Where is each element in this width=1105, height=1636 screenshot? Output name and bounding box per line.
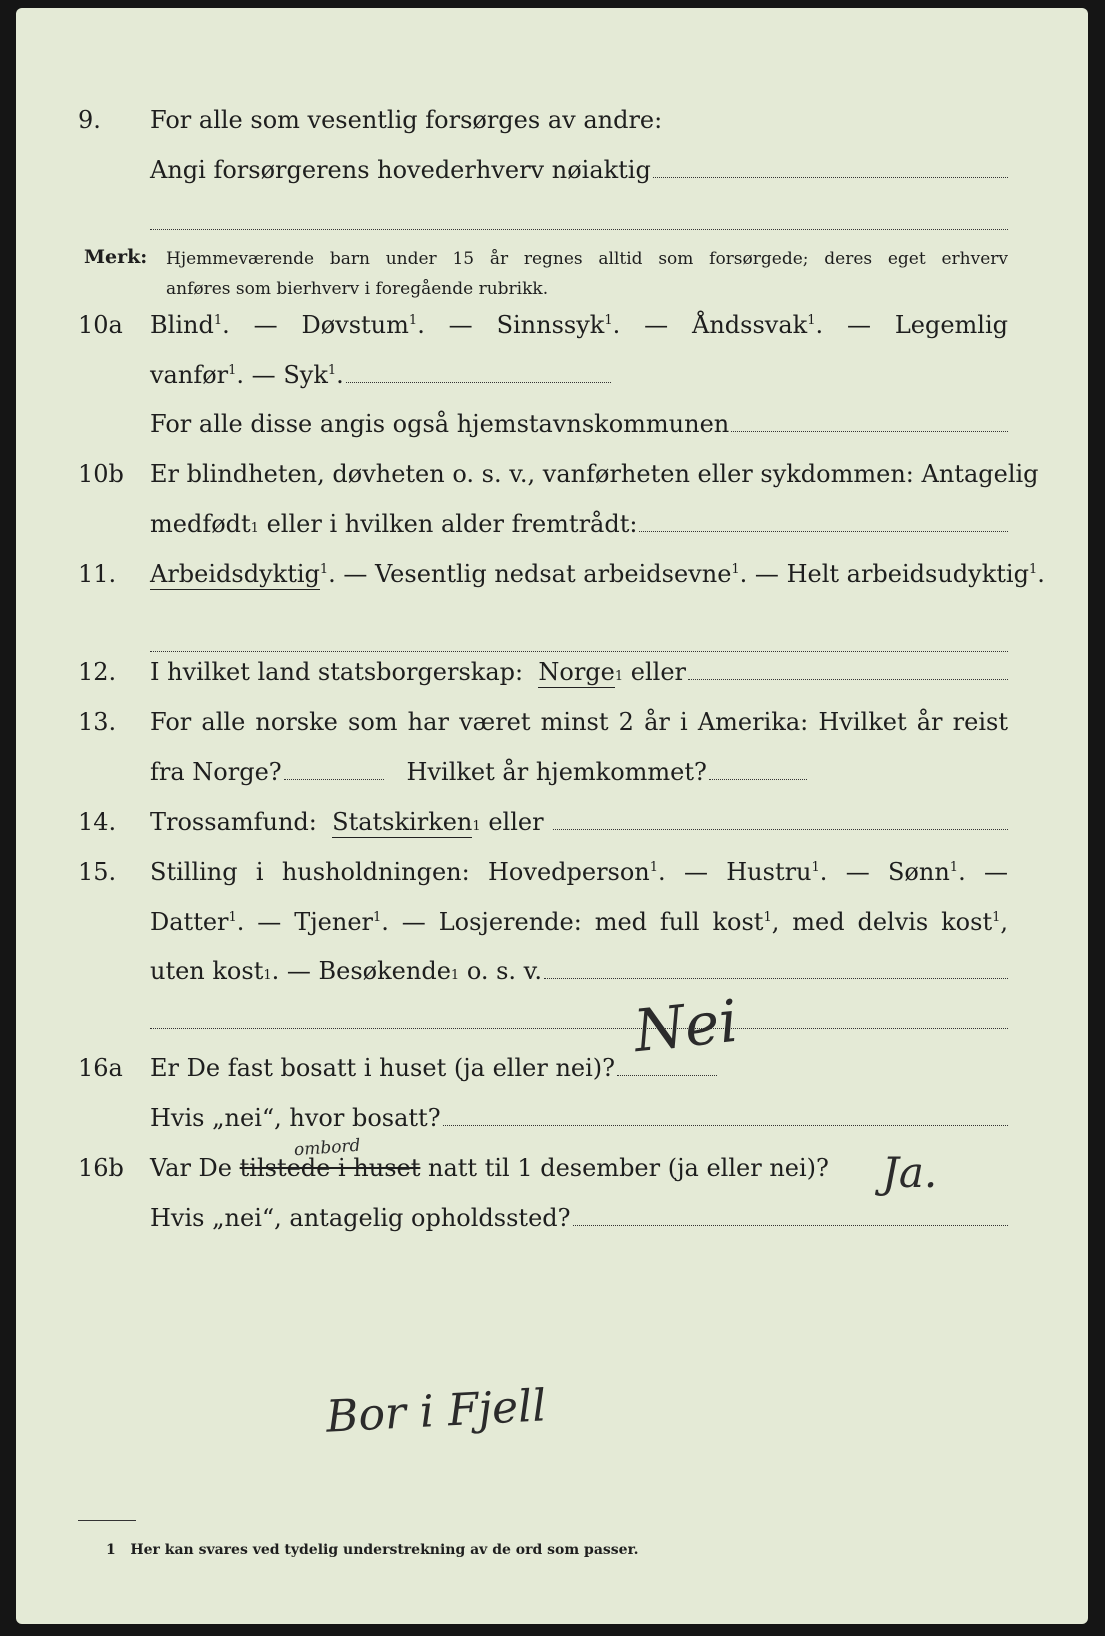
q10a-line2: vanfør$^1$. — Syk$^1$. <box>150 361 611 389</box>
merk-note <box>166 244 1008 304</box>
q15-line1: Stilling i husholdningen: Hovedperson$^1$. — Hustru$^1$. — Sønn$^1$. — <box>150 858 1008 886</box>
handwritten-ja: Ja. <box>882 1148 938 1197</box>
q9-answer-line[interactable] <box>653 177 1008 178</box>
option-hovedperson[interactable]: Hovedperson <box>488 858 650 886</box>
q15-line3: uten kost 1 . — Besøkende 1 o. s. v. <box>150 957 1008 985</box>
option-losjerende-full-kost[interactable]: Losjerende: med full kost <box>438 908 764 936</box>
q10b-line2: medfødt 1 eller i hvilken alder fremtrådt: <box>150 510 1008 538</box>
q14-question: Trossamfund: Statskirken 1 eller <box>150 808 1008 838</box>
option-uten-kost[interactable]: uten kost <box>150 957 264 985</box>
option-sinnssyk[interactable]: Sinnssyk <box>496 311 605 339</box>
option-legemlig[interactable]: Legemlig <box>894 311 1009 339</box>
q11-options: Arbeidsdyktig$^1$. — Vesentlig nedsat arbeidsevne$^1$. — Helt arbeidsudyktig$^1$. <box>150 560 1045 588</box>
option-hustru[interactable]: Hustru <box>726 858 812 886</box>
q16a-bosatt-label: Hvis „nei“, hvor bosatt? <box>150 1104 441 1132</box>
handwritten-ombord: ombord <box>293 1135 362 1161</box>
handwritten-nei: Nei <box>630 986 741 1066</box>
q10b-question: Er blindheten, døvheten o. s. v., vanførheten eller sykdommen: Antagelig <box>150 460 1039 488</box>
q13-hjemkommet-label: Hvilket år hjemkommet? <box>406 758 707 786</box>
q10a-options: Blind$^1$. — Døvstum$^1$. — Sinnssyk$^1$. — Åndssvak$^1$. — Legemlig <box>150 311 1009 339</box>
q14-eller: eller <box>488 808 544 836</box>
q16b-struck-text: tilstede i huset <box>239 1154 421 1182</box>
option-arbeidsdyktig[interactable]: Arbeidsdyktig <box>150 560 320 588</box>
q10b-number: 10b <box>78 460 124 488</box>
q14-answer-line[interactable] <box>553 829 1008 830</box>
merk-label: Merk: <box>84 246 148 268</box>
option-vanfor[interactable]: vanfør <box>150 361 229 389</box>
option-tjener[interactable]: Tjener <box>294 908 373 936</box>
q14-number: 14. <box>78 808 117 836</box>
q16b-rest: natt til 1 desember (ja eller nei)? <box>428 1154 829 1182</box>
q9-number: 9. <box>78 106 101 134</box>
q15-answer-line[interactable] <box>544 978 1008 979</box>
q16b-question <box>150 1154 829 1182</box>
q12-label: I hvilket land statsborgerskap: <box>150 658 524 686</box>
q15-label: Stilling i husholdningen: <box>150 858 470 886</box>
q16b-var-de: Var De <box>150 1154 232 1182</box>
handwritten-bor-i-fjell: Bor i Fjell <box>324 1380 548 1443</box>
q10a-hjemstavn-field <box>150 410 1008 438</box>
q16b-opholdssted-answer-line[interactable] <box>573 1225 1008 1226</box>
q9-occupation-label: Angi forsørgerens hovederhverv nøiaktig <box>150 156 651 184</box>
q16b-opholdssted-label: Hvis „nei“, antagelig opholdssted? <box>150 1204 571 1232</box>
q14-label: Trossamfund: <box>150 808 317 836</box>
option-besokende[interactable]: Besøkende <box>318 957 451 985</box>
q13-reist-label: fra Norge? <box>150 758 282 786</box>
merk-note-line2: anføres som bierhverv i foregående rubrikk. <box>166 279 549 299</box>
q10a-hjemstavn-label: For alle disse angis også hjemstavnskommunen <box>150 410 730 438</box>
option-nedsat-arbeidsevne[interactable]: Vesentlig nedsat arbeidsevne <box>375 560 732 588</box>
q11-number: 11. <box>78 560 117 588</box>
q13-line2 <box>150 758 807 786</box>
q12-number: 12. <box>78 658 117 686</box>
option-sonn[interactable]: Sønn <box>887 858 950 886</box>
q13-reist-answer-line[interactable] <box>284 779 384 780</box>
q9-occupation-field <box>150 156 1008 184</box>
q13-question: For alle norske som har været minst 2 år i Amerika: Hvilket år reist <box>150 708 1008 736</box>
q13-hjemkommet-answer-line[interactable] <box>709 779 807 780</box>
q16a-number: 16a <box>78 1054 123 1082</box>
q12-question: I hvilket land statsborgerskap: Norge 1 eller <box>150 658 1008 688</box>
q10a-hjemstavn-answer-line[interactable] <box>731 431 1008 432</box>
option-andssvak[interactable]: Åndssvak <box>691 311 808 339</box>
q10b-answer-line[interactable] <box>639 531 1008 532</box>
census-form-page <box>16 8 1088 1624</box>
q16b-number: 16b <box>78 1154 124 1182</box>
option-arbeidsudyktig[interactable]: Helt arbeidsudyktig <box>786 560 1029 588</box>
q13-number: 13. <box>78 708 117 736</box>
footnote-rule <box>78 1520 136 1521</box>
option-datter[interactable]: Datter <box>150 908 229 936</box>
q12-eller: eller <box>630 658 687 686</box>
q15-number: 15. <box>78 858 117 886</box>
merk-note-line1: Hjemmeværende barn under 15 år regnes alltid som forsørgede; deres eget erhverv <box>166 249 1008 269</box>
q12-answer-line[interactable] <box>688 679 1008 680</box>
option-syk[interactable]: Syk <box>283 361 328 389</box>
q10a-syk-answer-line[interactable] <box>346 382 611 383</box>
q11-extra-line[interactable] <box>150 651 1008 652</box>
footnote-mark: 1 <box>106 1542 116 1558</box>
q16a-bosatt-answer-line[interactable] <box>443 1125 1008 1126</box>
option-blind[interactable]: Blind <box>150 311 214 339</box>
q15-osv: o. s. v. <box>466 957 543 985</box>
footnote <box>106 1542 639 1558</box>
footnote-text: Her kan svares ved tydelig understrekning av de ord som passer. <box>130 1542 639 1558</box>
q16a-answer-line[interactable] <box>617 1075 717 1076</box>
q15-line2: Datter$^1$. — Tjener$^1$. — Losjerende: med full kost$^1$, med delvis kost$^1$, <box>150 908 1009 936</box>
q9-question: For alle som vesentlig forsørges av andre: <box>150 106 663 134</box>
option-norge[interactable]: Norge <box>538 658 615 686</box>
q10b-line2-text: eller i hvilken alder fremtrådt: <box>266 510 638 538</box>
option-dovstum[interactable]: Døvstum <box>301 311 409 339</box>
q16a-question <box>150 1054 717 1082</box>
option-delvis-kost[interactable]: med delvis kost <box>792 908 993 936</box>
q9-extra-line[interactable] <box>150 229 1008 230</box>
q16a-line2 <box>150 1104 1008 1132</box>
option-medfodt[interactable]: medfødt <box>150 510 251 538</box>
q16b-line2 <box>150 1204 1008 1232</box>
q10a-number: 10a <box>78 311 123 339</box>
q16a-label: Er De fast bosatt i huset (ja eller nei)? <box>150 1054 616 1082</box>
option-statskirken[interactable]: Statskirken <box>332 808 473 836</box>
q15-extra-line[interactable] <box>150 1028 1008 1029</box>
